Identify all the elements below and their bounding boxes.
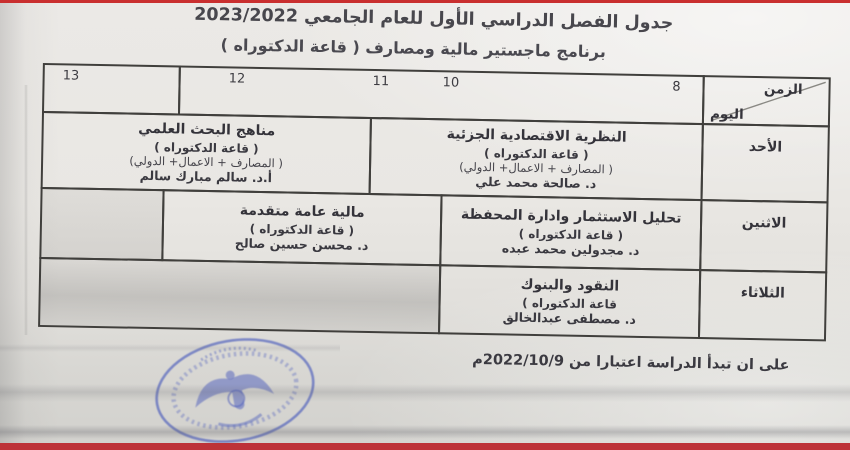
day-label-tuesday: الثلاثاء: [698, 269, 827, 341]
tick-12: 12: [228, 71, 246, 87]
course-teacher: د. مصطفى عبدالخالق: [502, 309, 637, 328]
tick-13: 13: [62, 68, 80, 84]
course-groups: ( المصارف + الاعمال+ الدولي): [459, 159, 614, 177]
course-room: ( قاعة الدكتوراه ): [154, 139, 259, 156]
empty-cell-monday: [39, 187, 164, 261]
course-title: مالية عامة متقدمة: [239, 202, 365, 221]
page-subtitle: برنامج ماجستير مالية ومصارف ( قاعة الدكتوراه ): [220, 35, 606, 62]
corner-cell: [702, 75, 831, 127]
course-teacher: د. محسن حسين صالح: [234, 235, 369, 254]
course-title: النقود والبنوك: [520, 276, 620, 295]
day-label-monday: الاثنين: [699, 199, 828, 273]
corner-time-label: الزمن: [763, 81, 803, 98]
schedule-table: [38, 63, 831, 341]
course-title: مناهج البحث العلمي: [138, 120, 276, 139]
course-groups: ( المصارف + الاعمال+ الدولي): [129, 153, 284, 171]
official-stamp-icon: [142, 333, 328, 448]
tick-8: 8: [672, 79, 681, 95]
tick-10: 10: [442, 75, 460, 91]
course-cell-money-banks: [438, 264, 701, 339]
course-teacher: د. صالحة محمد علي: [475, 174, 597, 192]
time-header-cell-13: [42, 63, 181, 116]
course-cell-research-methods: [41, 111, 372, 195]
bottom-red-border: [0, 443, 850, 450]
paper-crease: [24, 85, 28, 335]
course-room: ( قاعة الدكتوراه ): [484, 145, 589, 162]
course-title: النظرية الاقتصادية الجزئية: [446, 125, 627, 146]
top-red-border: [0, 0, 850, 3]
day-label-sunday: الأحد: [700, 123, 829, 203]
corner-day-label: اليوم: [709, 106, 744, 123]
start-date-note: على ان تبدأ الدراسة اعتبارا من 2022/10/9م: [472, 351, 790, 374]
course-room: ( قاعة الدكتوراه ): [518, 226, 624, 243]
course-cell-investment-analysis: [439, 194, 702, 271]
course-room: قاعة الدكتوراه ): [522, 295, 618, 312]
empty-cell-tuesday: [38, 257, 441, 334]
course-room: ( قاعة الدكتوراه ): [249, 221, 355, 238]
course-teacher: أ.د. سالم مبارك سالم: [139, 167, 273, 186]
page-title: جدول الفصل الدراسي الأول للعام الجامعي 2023/2022: [194, 4, 674, 34]
course-teacher: د. مجدولين محمد عبده: [501, 240, 640, 259]
course-cell-micro-economics: [369, 117, 704, 201]
course-cell-public-finance: [161, 189, 442, 266]
course-title: تحليل الاستثمار وادارة المحفظة: [460, 206, 682, 227]
tick-11: 11: [372, 74, 390, 90]
